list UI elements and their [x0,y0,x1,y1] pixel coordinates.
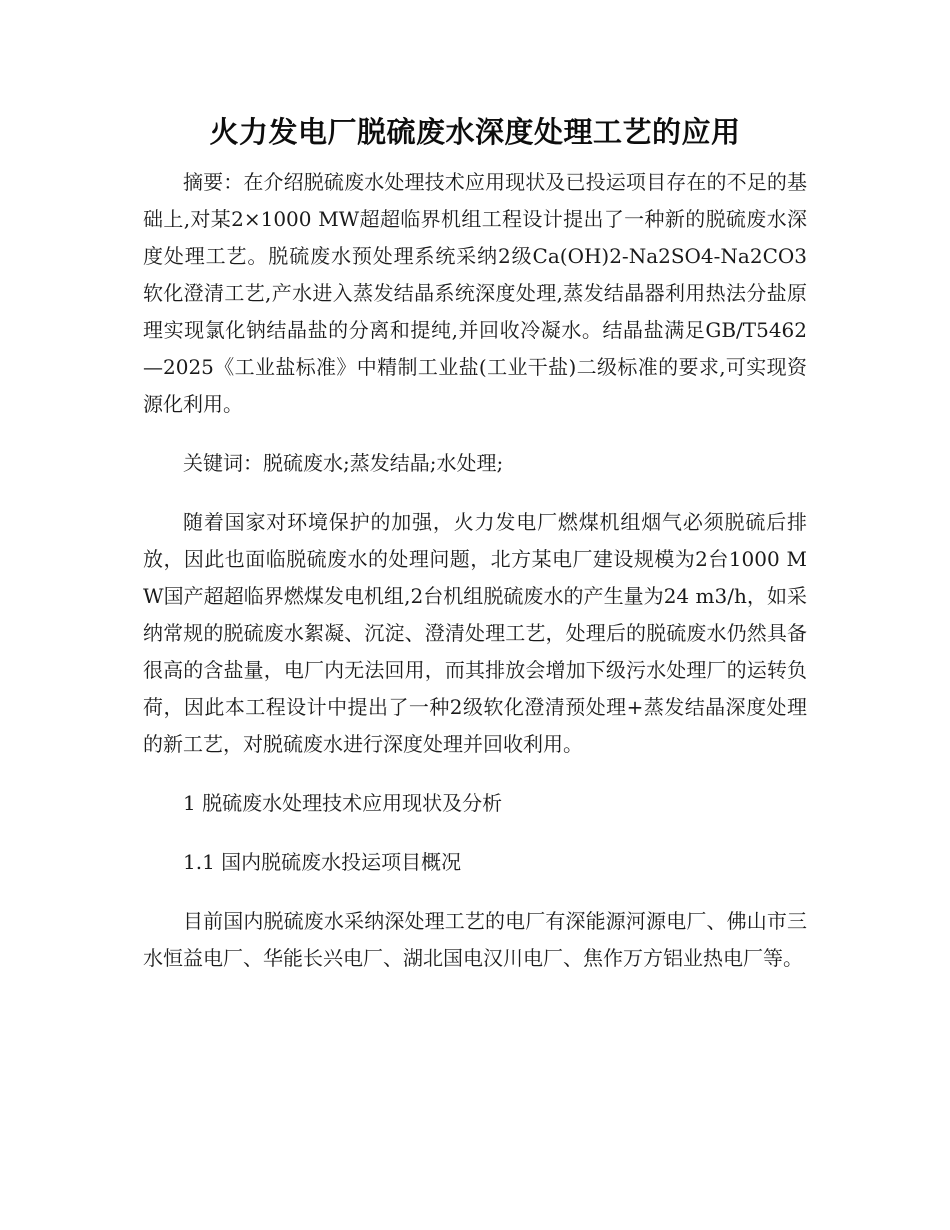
abstract-paragraph: 摘要：在介绍脱硫废水处理技术应用现状及已投运项目存在的不足的基础上,对某2×1000 MW超超临界机组工程设计提出了一种新的脱硫废水深度处理工艺。脱硫废水预处理系统采纳2级Ca(OH)2-Na2SO4-Na2CO3软化澄清工艺,产水进入蒸发结晶系统深度处理,蒸发结晶器利用热法分盐原理实现氯化钠结晶盐的分离和提纯,并回收冷凝水。结晶盐满足GB/T5462—2025《工业盐标准》中精制工业盐(工业干盐)二级标准的要求,可实现资源化利用。 [143,170,807,416]
section-1-heading: 1 脱硫废水处理技术应用现状及分析 [183,791,503,815]
section-1-1-heading: 1.1 国内脱硫废水投运项目概况 [183,850,462,874]
keywords-line: 关键词：脱硫废水;蒸发结晶;水处理; [183,451,504,475]
intro-paragraph: 随着国家对环境保护的加强，火力发电厂燃煤机组烟气必须脱硫后排放，因此也面临脱硫废水的处理问题，北方某电厂建设规模为2台1000 MW国产超超临界燃煤发电机组,2台机组脱硫废水的产生量为24 m3/h，如采纳常规的脱硫废水絮凝、沉淀、澄清处理工艺，处理后的脱硫废水仍然具备很高的含盐量，电厂内无法回用，而其排放会增加下级污水处理厂的运转负荷，因此本工程设计中提出了一种2级软化澄清预处理+蒸发结晶深度处理的新工艺，对脱硫废水进行深度处理并回收利用。 [143,510,807,756]
section-1-1-paragraph: 目前国内脱硫废水采纳深处理工艺的电厂有深能源河源电厂、佛山市三水恒益电厂、华能长兴电厂、湖北国电汉川电厂、焦作万方铝业热电厂等。 [143,909,807,970]
document-title: 火力发电厂脱硫废水深度处理工艺的应用 [209,115,741,149]
document-page [143,112,807,977]
